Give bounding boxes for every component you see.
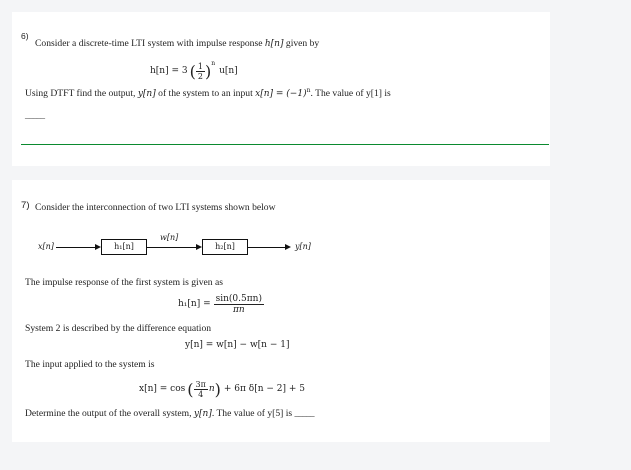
answer-blank[interactable]: _____	[25, 110, 44, 121]
input-wire	[56, 247, 96, 248]
arrow-icon	[285, 244, 291, 250]
input-equation: x[n] = cos ( $\frac{3\pi}{4}$ n ) + 6π δ[n − 2] + 5	[139, 379, 306, 399]
question-text: Determine the output of the overall system, y[n]. The value of y[5] is _____	[25, 408, 314, 419]
h1-equation: h₁[n] = $\frac{\sin(0.5\pi n)}{\pi n}$	[178, 293, 262, 315]
diagram-middle-label: w[n]	[160, 233, 179, 242]
system2-intro: System 2 is described by the difference equation	[25, 323, 212, 334]
output-wire	[248, 247, 286, 248]
input-intro: The input applied to the system is	[25, 359, 155, 370]
diagram-input-label: x[n]	[38, 242, 54, 251]
question-7-card	[12, 180, 550, 442]
impulse-response-equation: h[n] = 3 ( $\frac{1}{2}$ ) n u[n]	[150, 59, 238, 81]
question-number: 6)	[21, 31, 29, 41]
block-h1: h₁[n]	[101, 239, 147, 255]
diagram-output-label: y[n]	[295, 242, 311, 251]
question-text: Using DTFT find the output, y[n] of the system to an input $x[n] = (-1)^n$. The value of y[1] is	[25, 87, 391, 100]
question-intro: Consider a discrete-time LTI system with impulse response h[n] given by	[35, 38, 320, 49]
question-number: 7)	[21, 200, 30, 211]
difference-equation: y[n] = w[n] − w[n − 1]	[185, 340, 290, 350]
section-divider	[21, 144, 549, 145]
block-h2: h₂[n]	[202, 239, 248, 255]
answer-blank[interactable]: _____	[294, 408, 314, 419]
block-diagram	[12, 235, 550, 265]
middle-wire	[147, 247, 197, 248]
question-intro: Consider the interconnection of two LTI systems shown below	[35, 202, 276, 213]
question-6-card	[12, 12, 550, 166]
impulse-intro: The impulse response of the first system is given as	[25, 277, 223, 288]
